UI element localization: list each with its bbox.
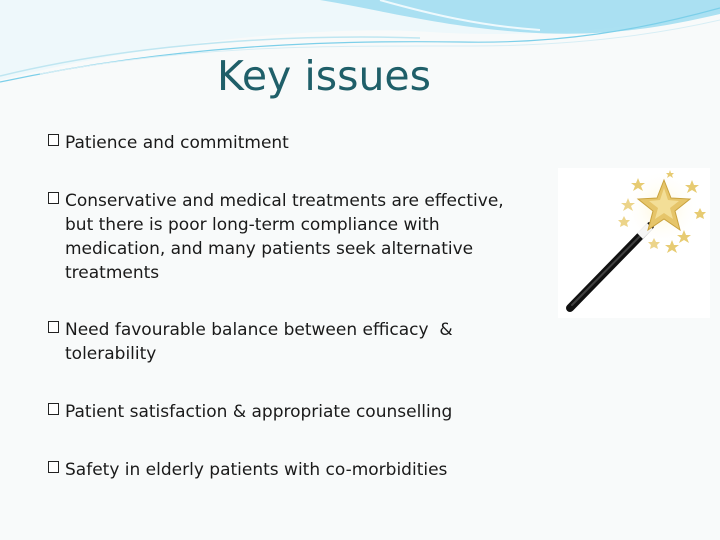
bullet-text: Need favourable balance between efficacy & tolerability [65,320,453,364]
bullet-marker-icon [48,321,59,333]
bullet-item [48,400,548,424]
bullet-marker-icon [48,403,59,415]
bullet-item [48,189,548,285]
magic-wand-icon [558,168,710,318]
bullet-text: Safety in elderly patients with co-morbidities [65,460,448,480]
bullet-marker-icon [48,192,59,204]
bullet-text: Patience and commitment [65,133,289,153]
bullet-item [48,131,548,155]
bullet-marker-icon [48,134,59,146]
bullet-text: Patient satisfaction & appropriate counselling [65,402,453,422]
bullet-marker-icon [48,461,59,473]
bullet-text: Conservative and medical treatments are effective, but there is poor long-term compliance with medication, and many patients seek alternative treatments [65,191,504,283]
slide-title: Key issues [216,52,432,100]
bullet-item [48,318,548,366]
bullet-item [48,458,548,482]
